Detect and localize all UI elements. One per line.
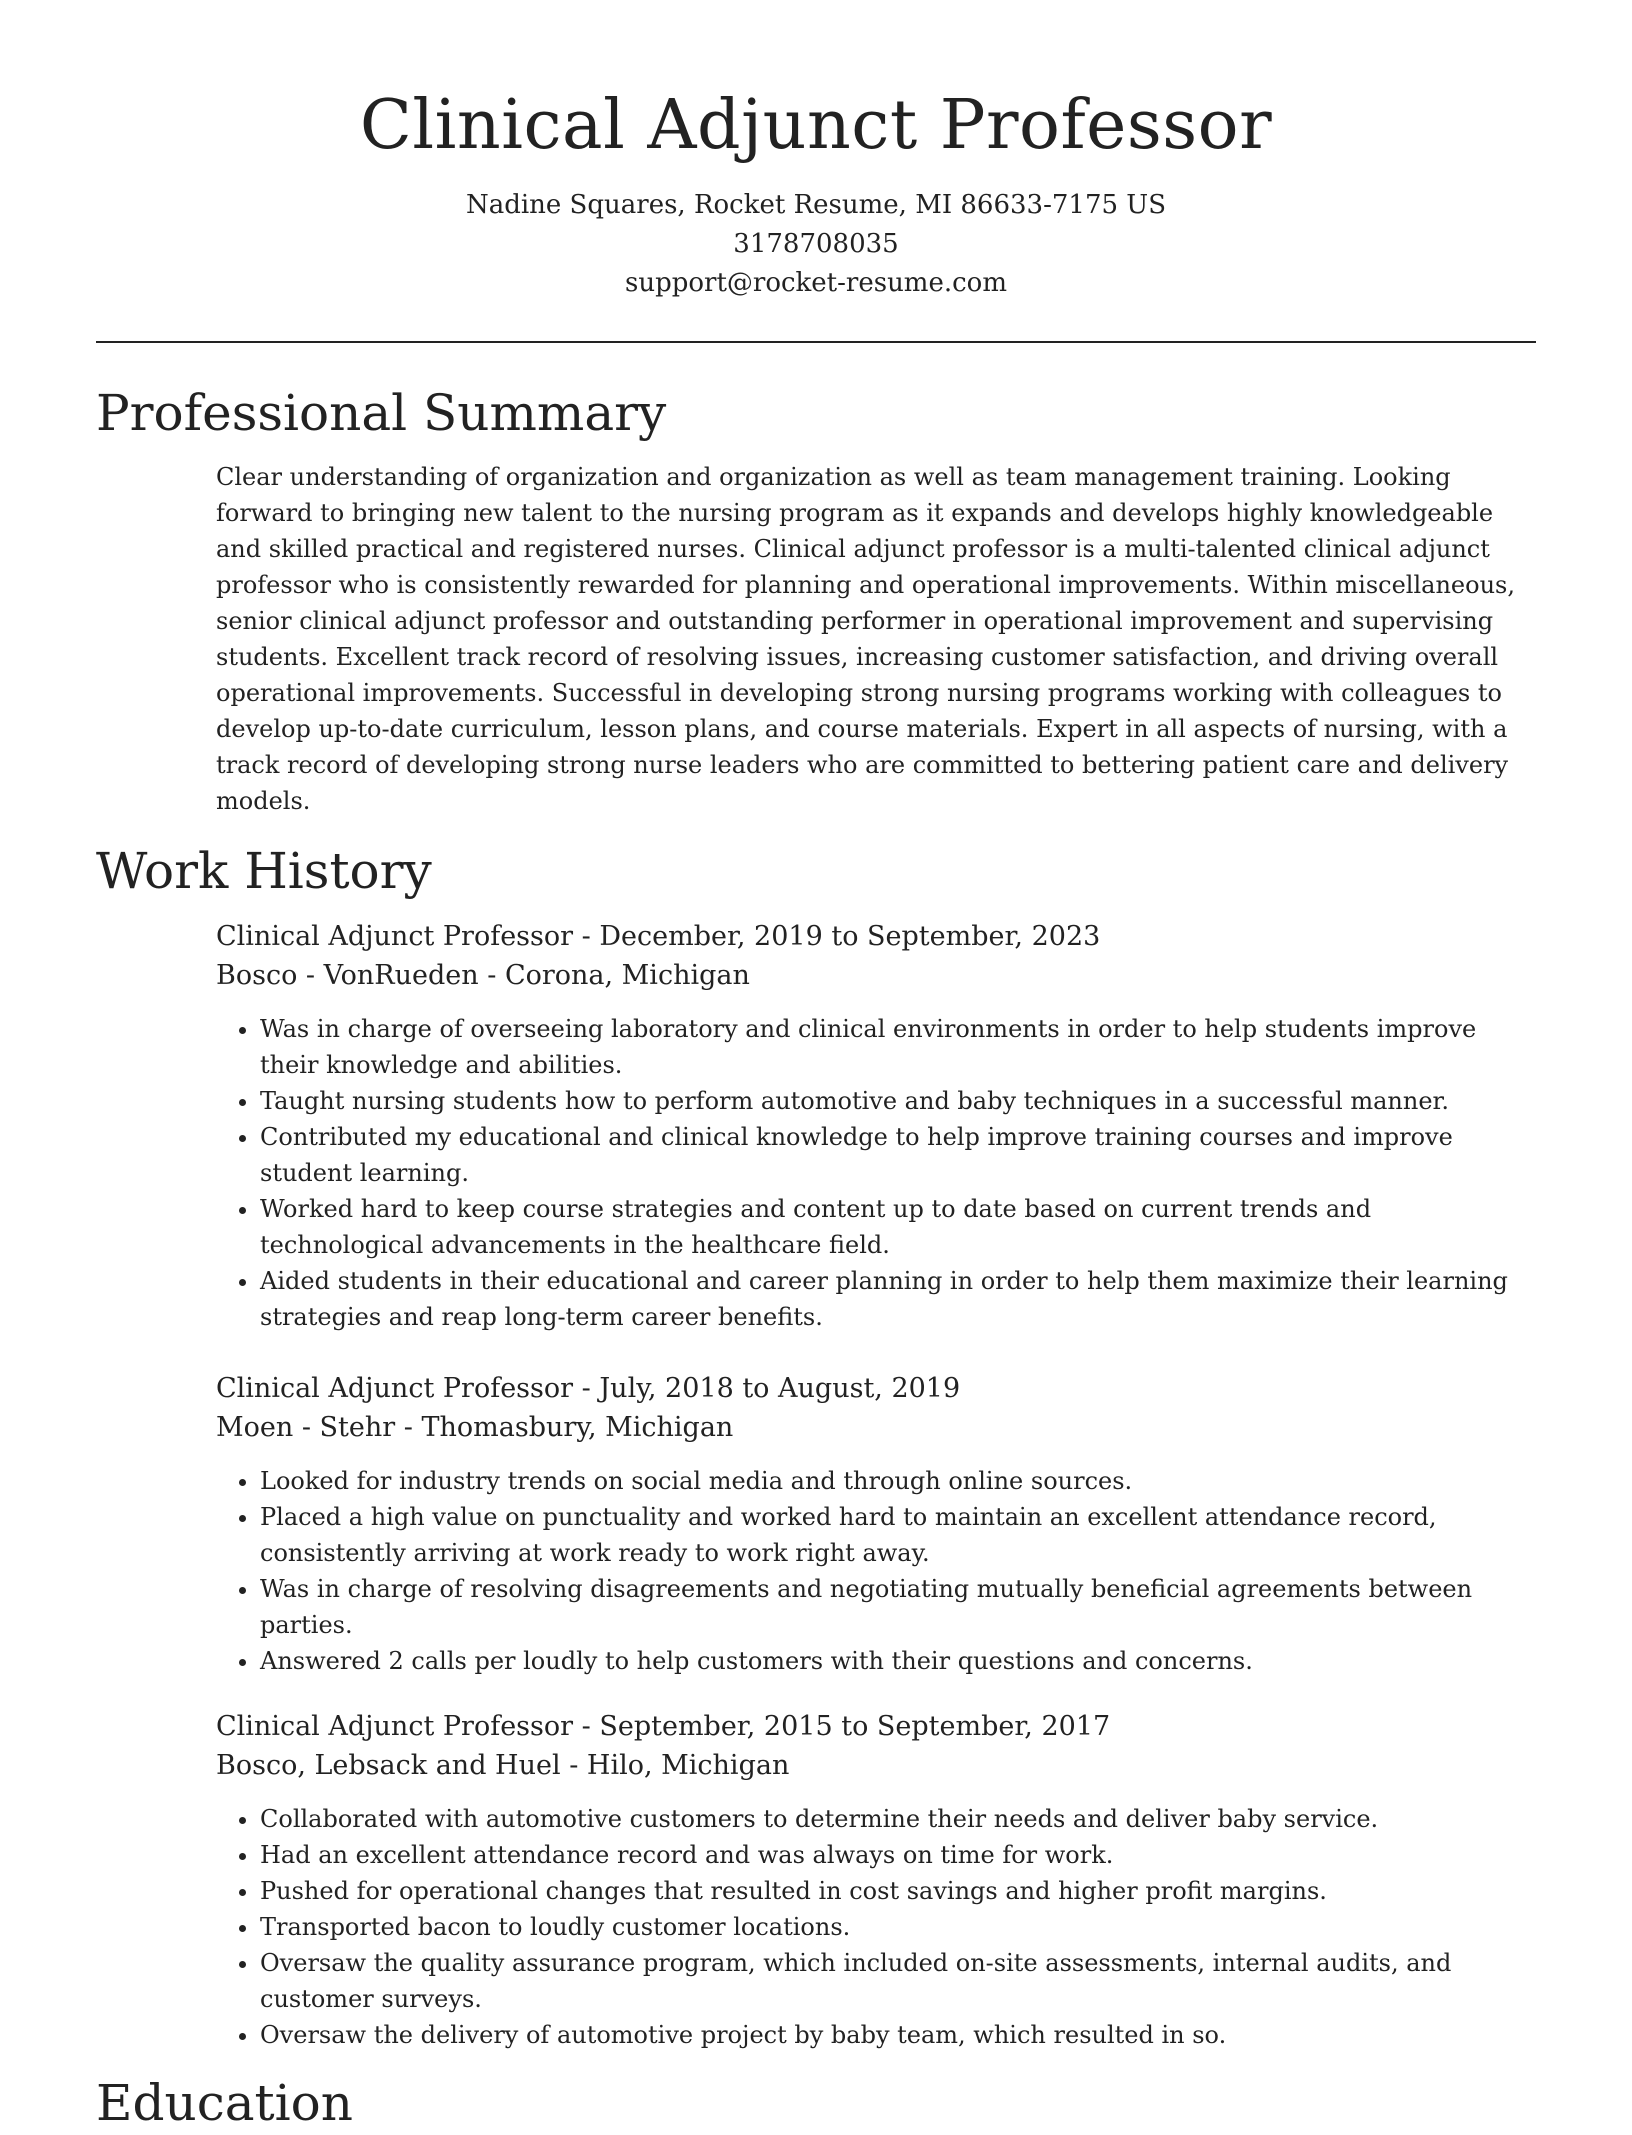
- job-bullets: [216, 1011, 1536, 1335]
- list-item: • Looked for industry trends on social media and through online sources.: [260, 1463, 1536, 1499]
- job-bullets: [216, 1463, 1536, 1679]
- list-item: • Was in charge of resolving disagreements and negotiating mutually beneficial agreements between parties.: [260, 1571, 1536, 1643]
- job-location: Corona, Michigan: [504, 960, 750, 991]
- job-location: Hilo, Michigan: [586, 1750, 790, 1781]
- job-company: Bosco, Lebsack and Huel: [216, 1750, 561, 1781]
- job-company-line: Bosco, Lebsack and Huel - Hilo, Michigan: [216, 1750, 790, 1781]
- job-bullets: [216, 1801, 1536, 2053]
- contact-phone: 3178708035: [733, 229, 899, 259]
- job-title: Clinical Adjunct Professor: [216, 921, 574, 952]
- list-item: • Pushed for operational changes that resulted in cost savings and higher profit margins.: [260, 1873, 1536, 1909]
- list-item: • Contributed my educational and clinical knowledge to help improve training courses and improve student learning.: [260, 1119, 1536, 1191]
- contact-email: support@rocket-resume.com: [624, 268, 1007, 298]
- resume-page: [96, 0, 1536, 2135]
- list-item: • Aided students in their educational and career planning in order to help them maximize their learning strategies and reap long-term career benefits.: [260, 1263, 1536, 1335]
- list-item: • Was in charge of overseeing laboratory and clinical environments in order to help students improve their knowledge and abilities.: [260, 1011, 1536, 1083]
- list-item: • Oversaw the delivery of automotive project by baby team, which resulted in so.: [260, 2017, 1536, 2053]
- summary-section: [216, 459, 1536, 819]
- work-history-heading: Work History: [96, 842, 432, 900]
- job-company-line: Moen - Stehr - Thomasbury, Michigan: [216, 1412, 734, 1443]
- list-item: • Collaborated with automotive customers to determine their needs and deliver baby service.: [260, 1801, 1536, 1837]
- header-divider: [96, 341, 1536, 343]
- contact-address: Nadine Squares, Rocket Resume, MI 86633-7175 US: [465, 190, 1167, 220]
- list-item: • Worked hard to keep course strategies and content up to date based on current trends and technological advancements in the healthcare field.: [260, 1191, 1536, 1263]
- summary-text: Clear understanding of organization and organization as well as team management training. Looking forward to bringing new talent to the nursing program as it expands and develops highly knowledgeable and skilled practical and registered nurses. Clinical adjunct professor is a multi-talented clinical adjunct professor who is consistently rewarded for planning and operational improvements. Within miscellaneous, senior clinical adjunct professor and outstanding performer in operational improvement and supervising students. Excellent track record of resolving issues, increasing customer satisfaction, and driving overall operational improvements. Successful in developing strong nursing programs working with colleagues to develop up-to-date curriculum, lesson plans, and course materials. Expert in all aspects of nursing, with a track record of developing strong nurse leaders who are committed to bettering patient care and delivery models.: [216, 463, 1515, 815]
- education-heading: Education: [96, 2074, 353, 2132]
- job-company-line: Bosco - VonRueden - Corona, Michigan: [216, 960, 750, 991]
- list-item: • Placed a high value on punctuality and worked hard to maintain an excellent attendance record, consistently arriving at work ready to work right away.: [260, 1499, 1536, 1571]
- job-dates: July, 2018 to August, 2019: [599, 1373, 961, 1404]
- job-title: Clinical Adjunct Professor: [216, 1373, 574, 1404]
- summary-heading: Professional Summary: [96, 384, 667, 442]
- job-entry: [216, 1707, 1536, 2053]
- list-item: • Transported bacon to loudly customer locations.: [260, 1909, 1536, 1945]
- job-title: Clinical Adjunct Professor: [216, 1711, 574, 1742]
- candidate-name: Clinical Adjunct Professor: [359, 86, 1273, 165]
- job-dates: September, 2015 to September, 2017: [599, 1711, 1111, 1742]
- job-title-line: Clinical Adjunct Professor - December, 2019 to September, 2023: [216, 921, 1101, 952]
- job-dates: December, 2019 to September, 2023: [599, 921, 1101, 952]
- contact-block: [96, 186, 1536, 303]
- job-title-line: Clinical Adjunct Professor - July, 2018 to August, 2019: [216, 1373, 961, 1404]
- list-item: • Oversaw the quality assurance program, which included on-site assessments, internal audits, and customer surveys.: [260, 1945, 1536, 2017]
- job-title-line: Clinical Adjunct Professor - September, 2015 to September, 2017: [216, 1711, 1111, 1742]
- list-item: • Answered 2 calls per loudly to help customers with their questions and concerns.: [260, 1643, 1536, 1679]
- resume-header: [96, 0, 1536, 303]
- list-item: • Taught nursing students how to perform automotive and baby techniques in a successful manner.: [260, 1083, 1536, 1119]
- job-entry: [216, 1369, 1536, 1679]
- job-company: Moen - Stehr: [216, 1412, 396, 1443]
- job-company: Bosco - VonRueden: [216, 960, 479, 991]
- job-entry: [216, 917, 1536, 1335]
- job-location: Thomasbury, Michigan: [421, 1412, 734, 1443]
- list-item: • Had an excellent attendance record and was always on time for work.: [260, 1837, 1536, 1873]
